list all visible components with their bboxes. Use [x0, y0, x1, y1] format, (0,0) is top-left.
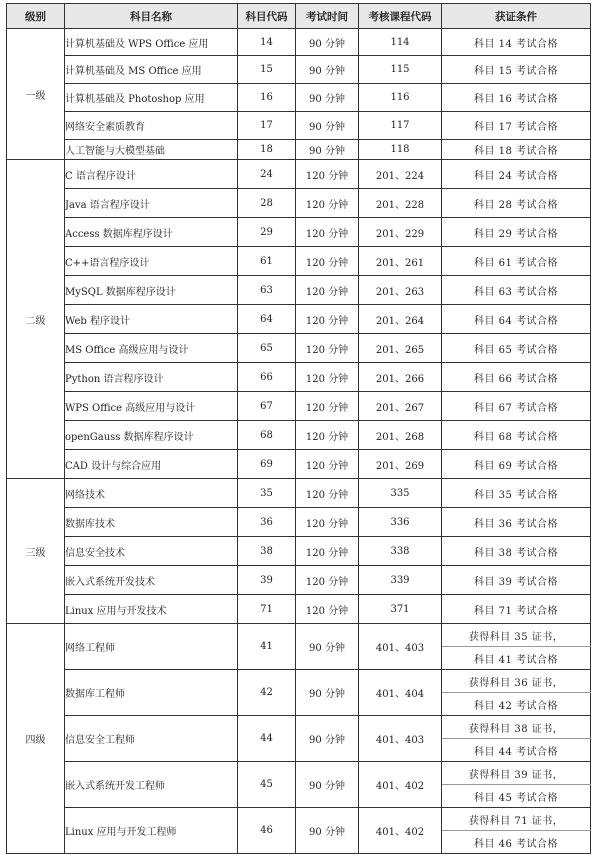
subject-code-cell: 63: [238, 276, 296, 305]
exam-time-cell: 120 分钟: [296, 392, 359, 421]
table-row: [7, 479, 591, 508]
table-row: [7, 334, 591, 363]
condition-cell: 科目 67 考试合格: [442, 392, 591, 421]
condition-cell: 科目 16 考试合格: [442, 84, 591, 112]
subject-name-cell: 信息安全技术: [65, 537, 238, 566]
subject-name-cell: Python 语言程序设计: [65, 363, 238, 392]
condition-line-2: 科目 44 考试合格: [442, 739, 591, 762]
exam-time-cell: 90 分钟: [296, 140, 359, 160]
table-row: [7, 56, 591, 84]
condition-cell: 科目 65 考试合格: [442, 334, 591, 363]
exam-time-cell: 90 分钟: [296, 808, 359, 854]
subject-code-cell: 44: [238, 716, 296, 762]
subject-code-cell: 36: [238, 508, 296, 537]
table-row: [7, 421, 591, 450]
header-name: 科目名称: [65, 4, 238, 29]
condition-cell: 科目 15 考试合格: [442, 56, 591, 84]
table-row: [7, 29, 591, 56]
subject-code-cell: 65: [238, 334, 296, 363]
exam-time-cell: 120 分钟: [296, 218, 359, 247]
subject-name-cell: WPS Office 高级应用与设计: [65, 392, 238, 421]
exam-time-cell: 120 分钟: [296, 276, 359, 305]
exam-codes-cell: 201、264: [359, 305, 442, 334]
exam-subjects-table: [6, 3, 591, 854]
table-row: [7, 140, 591, 160]
exam-codes-cell: 201、261: [359, 247, 442, 276]
table-row: [7, 112, 591, 140]
exam-codes-cell: 201、229: [359, 218, 442, 247]
table-row: [7, 537, 591, 566]
exam-time-cell: 90 分钟: [296, 112, 359, 140]
subject-code-cell: 16: [238, 84, 296, 112]
exam-time-cell: 120 分钟: [296, 508, 359, 537]
subject-name-cell: 计算机基础及 MS Office 应用: [65, 56, 238, 84]
exam-time-cell: 120 分钟: [296, 450, 359, 479]
subject-code-cell: 35: [238, 479, 296, 508]
level-cell: 一级: [7, 29, 65, 160]
subject-code-cell: 18: [238, 140, 296, 160]
exam-codes-cell: 201、263: [359, 276, 442, 305]
table-row: [7, 84, 591, 112]
table-body: [7, 29, 591, 854]
table-row: [7, 218, 591, 247]
subject-name-cell: 数据库技术: [65, 508, 238, 537]
header-code: 科目代码: [238, 4, 296, 29]
exam-time-cell: 120 分钟: [296, 421, 359, 450]
subject-code-cell: 15: [238, 56, 296, 84]
exam-codes-cell: 117: [359, 112, 442, 140]
subject-name-cell: C 语言程序设计: [65, 160, 238, 189]
subject-name-cell: CAD 设计与综合应用: [65, 450, 238, 479]
exam-time-cell: 120 分钟: [296, 566, 359, 595]
exam-time-cell: 120 分钟: [296, 160, 359, 189]
subject-code-cell: 39: [238, 566, 296, 595]
subject-name-cell: 人工智能与大模型基础: [65, 140, 238, 160]
subject-code-cell: 61: [238, 247, 296, 276]
table-row: [7, 363, 591, 392]
subject-code-cell: 68: [238, 421, 296, 450]
condition-cell: 科目 39 考试合格: [442, 566, 591, 595]
table-row: [7, 716, 591, 739]
exam-codes-cell: 401、402: [359, 808, 442, 854]
exam-codes-cell: 371: [359, 595, 442, 624]
subject-code-cell: 14: [238, 29, 296, 56]
table-row: [7, 450, 591, 479]
subject-code-cell: 17: [238, 112, 296, 140]
condition-line-1: 获得科目 39 证书，: [442, 762, 591, 785]
subject-code-cell: 46: [238, 808, 296, 854]
exam-codes-cell: 116: [359, 84, 442, 112]
condition-cell: 科目 68 考试合格: [442, 421, 591, 450]
condition-line-2: 科目 45 考试合格: [442, 785, 591, 808]
exam-codes-cell: 401、403: [359, 624, 442, 670]
header-row: [7, 4, 591, 29]
subject-code-cell: 64: [238, 305, 296, 334]
exam-codes-cell: 201、224: [359, 160, 442, 189]
subject-name-cell: 网络工程师: [65, 624, 238, 670]
exam-time-cell: 120 分钟: [296, 247, 359, 276]
header-time: 考试时间: [296, 4, 359, 29]
condition-cell: 科目 69 考试合格: [442, 450, 591, 479]
subject-name-cell: 计算机基础及 WPS Office 应用: [65, 29, 238, 56]
condition-line-1: 获得科目 71 证书，: [442, 808, 591, 831]
table-row: [7, 160, 591, 189]
exam-time-cell: 90 分钟: [296, 624, 359, 670]
table-row: [7, 762, 591, 785]
exam-codes-cell: 201、268: [359, 421, 442, 450]
condition-cell: 科目 29 考试合格: [442, 218, 591, 247]
header-exam-codes: 考核课程代码: [359, 4, 442, 29]
condition-line-1: 获得科目 36 证书，: [442, 670, 591, 693]
level-cell: 二级: [7, 160, 65, 479]
exam-codes-cell: 201、265: [359, 334, 442, 363]
subject-name-cell: Linux 应用与开发工程师: [65, 808, 238, 854]
exam-codes-cell: 118: [359, 140, 442, 160]
condition-cell: 科目 28 考试合格: [442, 189, 591, 218]
condition-cell: 科目 17 考试合格: [442, 112, 591, 140]
exam-time-cell: 120 分钟: [296, 479, 359, 508]
subject-name-cell: Access 数据库程序设计: [65, 218, 238, 247]
subject-name-cell: 信息安全工程师: [65, 716, 238, 762]
exam-codes-cell: 335: [359, 479, 442, 508]
condition-line-2: 科目 42 考试合格: [442, 693, 591, 716]
exam-codes-cell: 338: [359, 537, 442, 566]
level-cell: 四级: [7, 624, 65, 854]
table-row: [7, 566, 591, 595]
subject-name-cell: 网络技术: [65, 479, 238, 508]
subject-code-cell: 45: [238, 762, 296, 808]
table-row: [7, 247, 591, 276]
subject-code-cell: 42: [238, 670, 296, 716]
condition-line-1: 获得科目 35 证书，: [442, 624, 591, 647]
subject-code-cell: 67: [238, 392, 296, 421]
condition-cell: 科目 36 考试合格: [442, 508, 591, 537]
table-row: [7, 189, 591, 218]
subject-name-cell: 嵌入式系统开发技术: [65, 566, 238, 595]
subject-name-cell: 数据库工程师: [65, 670, 238, 716]
condition-cell: 科目 18 考试合格: [442, 140, 591, 160]
subject-name-cell: MySQL 数据库程序设计: [65, 276, 238, 305]
exam-time-cell: 120 分钟: [296, 595, 359, 624]
subject-code-cell: 69: [238, 450, 296, 479]
subject-code-cell: 66: [238, 363, 296, 392]
header-level: 级别: [7, 4, 65, 29]
condition-line-1: 获得科目 38 证书，: [442, 716, 591, 739]
exam-codes-cell: 201、228: [359, 189, 442, 218]
subject-code-cell: 41: [238, 624, 296, 670]
subject-code-cell: 24: [238, 160, 296, 189]
subject-name-cell: 网络安全素质教育: [65, 112, 238, 140]
exam-codes-cell: 201、267: [359, 392, 442, 421]
condition-cell: 科目 63 考试合格: [442, 276, 591, 305]
exam-codes-cell: 114: [359, 29, 442, 56]
condition-cell: 科目 24 考试合格: [442, 160, 591, 189]
level-cell: 三级: [7, 479, 65, 624]
subject-name-cell: Java 语言程序设计: [65, 189, 238, 218]
exam-time-cell: 120 分钟: [296, 334, 359, 363]
condition-cell: 科目 61 考试合格: [442, 247, 591, 276]
exam-codes-cell: 401、403: [359, 716, 442, 762]
table-row: [7, 808, 591, 831]
exam-time-cell: 90 分钟: [296, 716, 359, 762]
table-row: [7, 670, 591, 693]
subject-name-cell: Linux 应用与开发技术: [65, 595, 238, 624]
table-row: [7, 624, 591, 647]
subject-code-cell: 28: [238, 189, 296, 218]
subject-name-cell: openGauss 数据库程序设计: [65, 421, 238, 450]
exam-time-cell: 120 分钟: [296, 305, 359, 334]
subject-name-cell: 嵌入式系统开发工程师: [65, 762, 238, 808]
condition-line-2: 科目 41 考试合格: [442, 647, 591, 670]
exam-time-cell: 120 分钟: [296, 363, 359, 392]
condition-cell: 科目 71 考试合格: [442, 595, 591, 624]
exam-time-cell: 90 分钟: [296, 56, 359, 84]
exam-time-cell: 90 分钟: [296, 84, 359, 112]
exam-codes-cell: 201、269: [359, 450, 442, 479]
table-row: [7, 595, 591, 624]
exam-codes-cell: 401、402: [359, 762, 442, 808]
exam-codes-cell: 401、404: [359, 670, 442, 716]
subject-code-cell: 38: [238, 537, 296, 566]
table-row: [7, 276, 591, 305]
subject-name-cell: Web 程序设计: [65, 305, 238, 334]
subject-code-cell: 71: [238, 595, 296, 624]
subject-name-cell: C++语言程序设计: [65, 247, 238, 276]
table-row: [7, 305, 591, 334]
condition-cell: 科目 64 考试合格: [442, 305, 591, 334]
table-row: [7, 508, 591, 537]
subject-name-cell: MS Office 高级应用与设计: [65, 334, 238, 363]
exam-codes-cell: 201、266: [359, 363, 442, 392]
exam-time-cell: 120 分钟: [296, 537, 359, 566]
exam-time-cell: 90 分钟: [296, 762, 359, 808]
table-row: [7, 392, 591, 421]
subject-code-cell: 29: [238, 218, 296, 247]
exam-time-cell: 90 分钟: [296, 29, 359, 56]
exam-codes-cell: 336: [359, 508, 442, 537]
condition-cell: 科目 14 考试合格: [442, 29, 591, 56]
exam-time-cell: 120 分钟: [296, 189, 359, 218]
exam-codes-cell: 339: [359, 566, 442, 595]
subject-name-cell: 计算机基础及 Photoshop 应用: [65, 84, 238, 112]
header-condition: 获证条件: [442, 4, 591, 29]
condition-line-2: 科目 46 考试合格: [442, 831, 591, 854]
condition-cell: 科目 38 考试合格: [442, 537, 591, 566]
exam-codes-cell: 115: [359, 56, 442, 84]
condition-cell: 科目 35 考试合格: [442, 479, 591, 508]
exam-time-cell: 90 分钟: [296, 670, 359, 716]
condition-cell: 科目 66 考试合格: [442, 363, 591, 392]
